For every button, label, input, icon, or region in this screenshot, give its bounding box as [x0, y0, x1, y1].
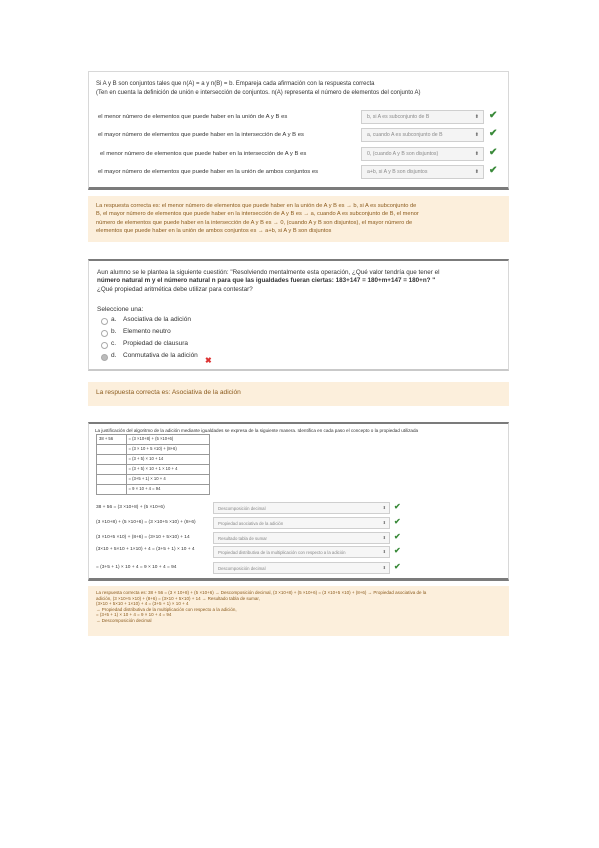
table-row: [97, 435, 210, 445]
option-letter: a.: [111, 316, 117, 323]
radio-option-a[interactable]: [101, 318, 108, 325]
correct-check-icon: ✔: [489, 110, 498, 121]
question-2-text-line2: número natural m y el número natural n para que las igualdades fueran ciertas: 183+147 = 180+m+147 = 180+n? ": [97, 277, 436, 284]
option-text[interactable]: Asociativa de la adición: [123, 316, 191, 323]
select-value: Propiedad asociativa de la adición: [218, 521, 284, 526]
table-row: [97, 445, 210, 455]
select-one-label: Seleccione una:: [97, 306, 144, 313]
match-row-label: el mayor número de elementos que puede haber en la unión de ambos conjuntos es: [98, 169, 319, 175]
table-row: [97, 485, 210, 495]
equation-label: (3×10 + 5×10 + 1×10) + 4 = (3+5 + 1) × 10 + 4: [96, 547, 195, 552]
question-2-text-line1: Aun alumno se le plantea la siguiente cuestión: "Resolviendo mentalmente esta operación, ¿Qué valor tendría que tener el: [97, 269, 440, 276]
table-cell: = (3+5 + 1) × 10 + 4: [126, 475, 209, 485]
select-value: 0, (cuando A y B son disjuntos): [367, 151, 439, 157]
table-cell: [97, 455, 127, 465]
select-value: a+b, si A y B son disjuntos: [367, 169, 428, 175]
table-cell: = (3 ×10+8) + (5 ×10+6): [126, 435, 209, 445]
radio-option-d[interactable]: [101, 354, 108, 361]
table-cell: [97, 475, 127, 485]
equation-label: 38 + 56 = (3 ×10+8) + (5 ×10+6): [96, 505, 165, 510]
option-text[interactable]: Propiedad de clausura: [123, 340, 189, 347]
table-row: [97, 455, 210, 465]
select-value: Propiedad distributiva de la multiplicación con respecto a la adición: [218, 550, 346, 555]
option-letter: b.: [111, 328, 117, 335]
select-value: b, si A es subconjunto de B: [367, 114, 430, 120]
chevron-updown-icon: ⬍: [474, 169, 479, 175]
correct-check-icon: ✔: [489, 165, 498, 176]
option-text[interactable]: Elemento neutro: [123, 328, 171, 335]
select-value: Descomposición decimal: [218, 506, 266, 511]
match-select[interactable]: [361, 147, 484, 161]
select-value: Descomposición decimal: [218, 566, 266, 571]
chevron-updown-icon: ⬍: [382, 520, 386, 525]
table-cell: [97, 485, 127, 495]
chevron-updown-icon: ⬍: [474, 151, 479, 157]
feedback-line: → Descomposición decimal: [96, 617, 152, 623]
match-row-label: el mayor número de elementos que puede haber en la intersección de A y B es: [98, 132, 304, 138]
question-2-card: [88, 259, 509, 371]
question-1-card: [88, 71, 509, 190]
equation-label: (3 ×10+5 ×10) + (8+6) = (3×10 + 5×10) + 14: [96, 535, 190, 540]
chevron-updown-icon: ⬍: [474, 114, 479, 120]
match-select[interactable]: [361, 128, 484, 142]
question-1-feedback: [88, 196, 509, 242]
feedback-line: elementos que puede haber en la unión de ambos conjuntos es → a+b, si A y B son disjuntos: [96, 227, 332, 234]
question-3-text: La justificación del algoritmo de la adición mediante igualdades se expresa de la siguiente manera. Identifica en cada paso el concepto o la propiedad utilizada: [95, 428, 419, 433]
match-select[interactable]: [213, 546, 390, 558]
feedback-text: La respuesta correcta es: Asociativa de la adición: [96, 389, 241, 396]
table-row: [97, 475, 210, 485]
match-select[interactable]: [213, 532, 390, 544]
feedback-line: B, el mayor número de elementos que puede haber en la intersección de A y B es → a, cuando A es subconjunto de B, el menor: [96, 211, 419, 218]
option-letter: c.: [111, 340, 117, 347]
correct-check-icon: ✔: [394, 562, 401, 571]
table-cell: 38 + 56: [97, 435, 127, 445]
feedback-line: adición, (3 ×10+5 ×10) + (8+6) = (3×10 + 5×10) + 14 → Resultado tabla de sumar,: [96, 595, 260, 601]
feedback-line: → Propiedad distributiva de la multiplicación con respecto a la adición,: [96, 606, 237, 612]
feedback-line: (3×10 + 5×10 + 1×10) + 4 = (3+5 + 1) × 10 + 4: [96, 601, 189, 607]
question-2-feedback: [88, 382, 509, 406]
chevron-updown-icon: ⬍: [382, 565, 386, 570]
chevron-updown-icon: ⬍: [382, 535, 386, 540]
match-select[interactable]: [361, 110, 484, 124]
table-cell: [97, 465, 127, 475]
correct-check-icon: ✔: [489, 147, 498, 158]
select-value: Resultado tabla de sumar: [218, 536, 267, 541]
radio-option-b[interactable]: [101, 330, 108, 337]
option-text[interactable]: Conmutativa de la adición: [123, 352, 198, 359]
algorithm-table: [96, 434, 210, 495]
radio-option-c[interactable]: [101, 342, 108, 349]
question-1-text-line1: Si A y B son conjuntos tales que n(A) = a y n(B) = b. Empareja cada afirmación con la respuesta correcta: [96, 81, 375, 87]
correct-check-icon: ✔: [394, 532, 401, 541]
match-select[interactable]: [213, 562, 390, 574]
correct-check-icon: ✔: [489, 128, 498, 139]
equation-label: = (3+5 + 1) × 10 + 4 = 9 × 10 + 4 = 94: [96, 565, 177, 570]
match-select[interactable]: [213, 517, 390, 529]
question-2-text-line3: ¿Qué propiedad aritmética debe utilizar para contestar?: [97, 286, 253, 293]
chevron-updown-icon: ⬍: [474, 132, 479, 138]
table-cell: = 9 × 10 + 4 = 94: [126, 485, 209, 495]
table-cell: = (3 × 10 + 5 ×10) + (8+6): [126, 445, 209, 455]
option-letter: d.: [111, 352, 117, 359]
match-row-label: el menor número de elementos que puede haber en la unión de A y B es: [98, 114, 288, 120]
question-1-text-line2: (Ten en cuenta la definición de unión e intersección de conjuntos. n(A) representa el número de elementos del conjunto A): [96, 90, 421, 96]
match-select[interactable]: [213, 502, 390, 514]
correct-check-icon: ✔: [394, 502, 401, 511]
table-cell: = (3 + 5) × 10 + 1 × 10 + 4: [126, 465, 209, 475]
match-row-label: el menor número de elementos que puede haber en la intersección de A y B es: [100, 151, 307, 157]
table-row: [97, 465, 210, 475]
feedback-line: número de elementos que puede haber en la intersección de A y B es → 0, (cuando A y B son disjuntos), el mayor número de: [96, 219, 413, 226]
feedback-line: = (3+5 + 1) × 10 + 4 = 9 × 10 + 4 = 94: [96, 612, 172, 618]
correct-check-icon: ✔: [394, 517, 401, 526]
wrong-cross-icon: ✖: [205, 356, 212, 365]
chevron-updown-icon: ⬍: [382, 549, 386, 554]
correct-check-icon: ✔: [394, 546, 401, 555]
table-cell: [97, 445, 127, 455]
chevron-updown-icon: ⬍: [382, 505, 386, 510]
table-cell: = (3 + 5) × 10 + 14: [126, 455, 209, 465]
select-value: a, cuando A es subconjunto de B: [367, 132, 443, 138]
question-3-feedback: [88, 586, 509, 636]
feedback-line: La respuesta correcta es: el menor número de elementos que puede haber en la unión de A y B es → b, si A es subconjunto de: [96, 203, 417, 209]
match-select[interactable]: [361, 165, 484, 179]
equation-label: (3 ×10+8) + (5 ×10+6) = (3 ×10+5 ×10) + (8+6): [96, 520, 196, 525]
feedback-line: La respuesta correcta es: 38 + 56 = (3 × 10+8) + (5 ×10+6) → Descomposición decimal, (3 ×10+8) + (5 ×10+6) = (3 ×10+5 ×10) + (8+6) → Propiedad asociativa de la: [96, 590, 427, 595]
